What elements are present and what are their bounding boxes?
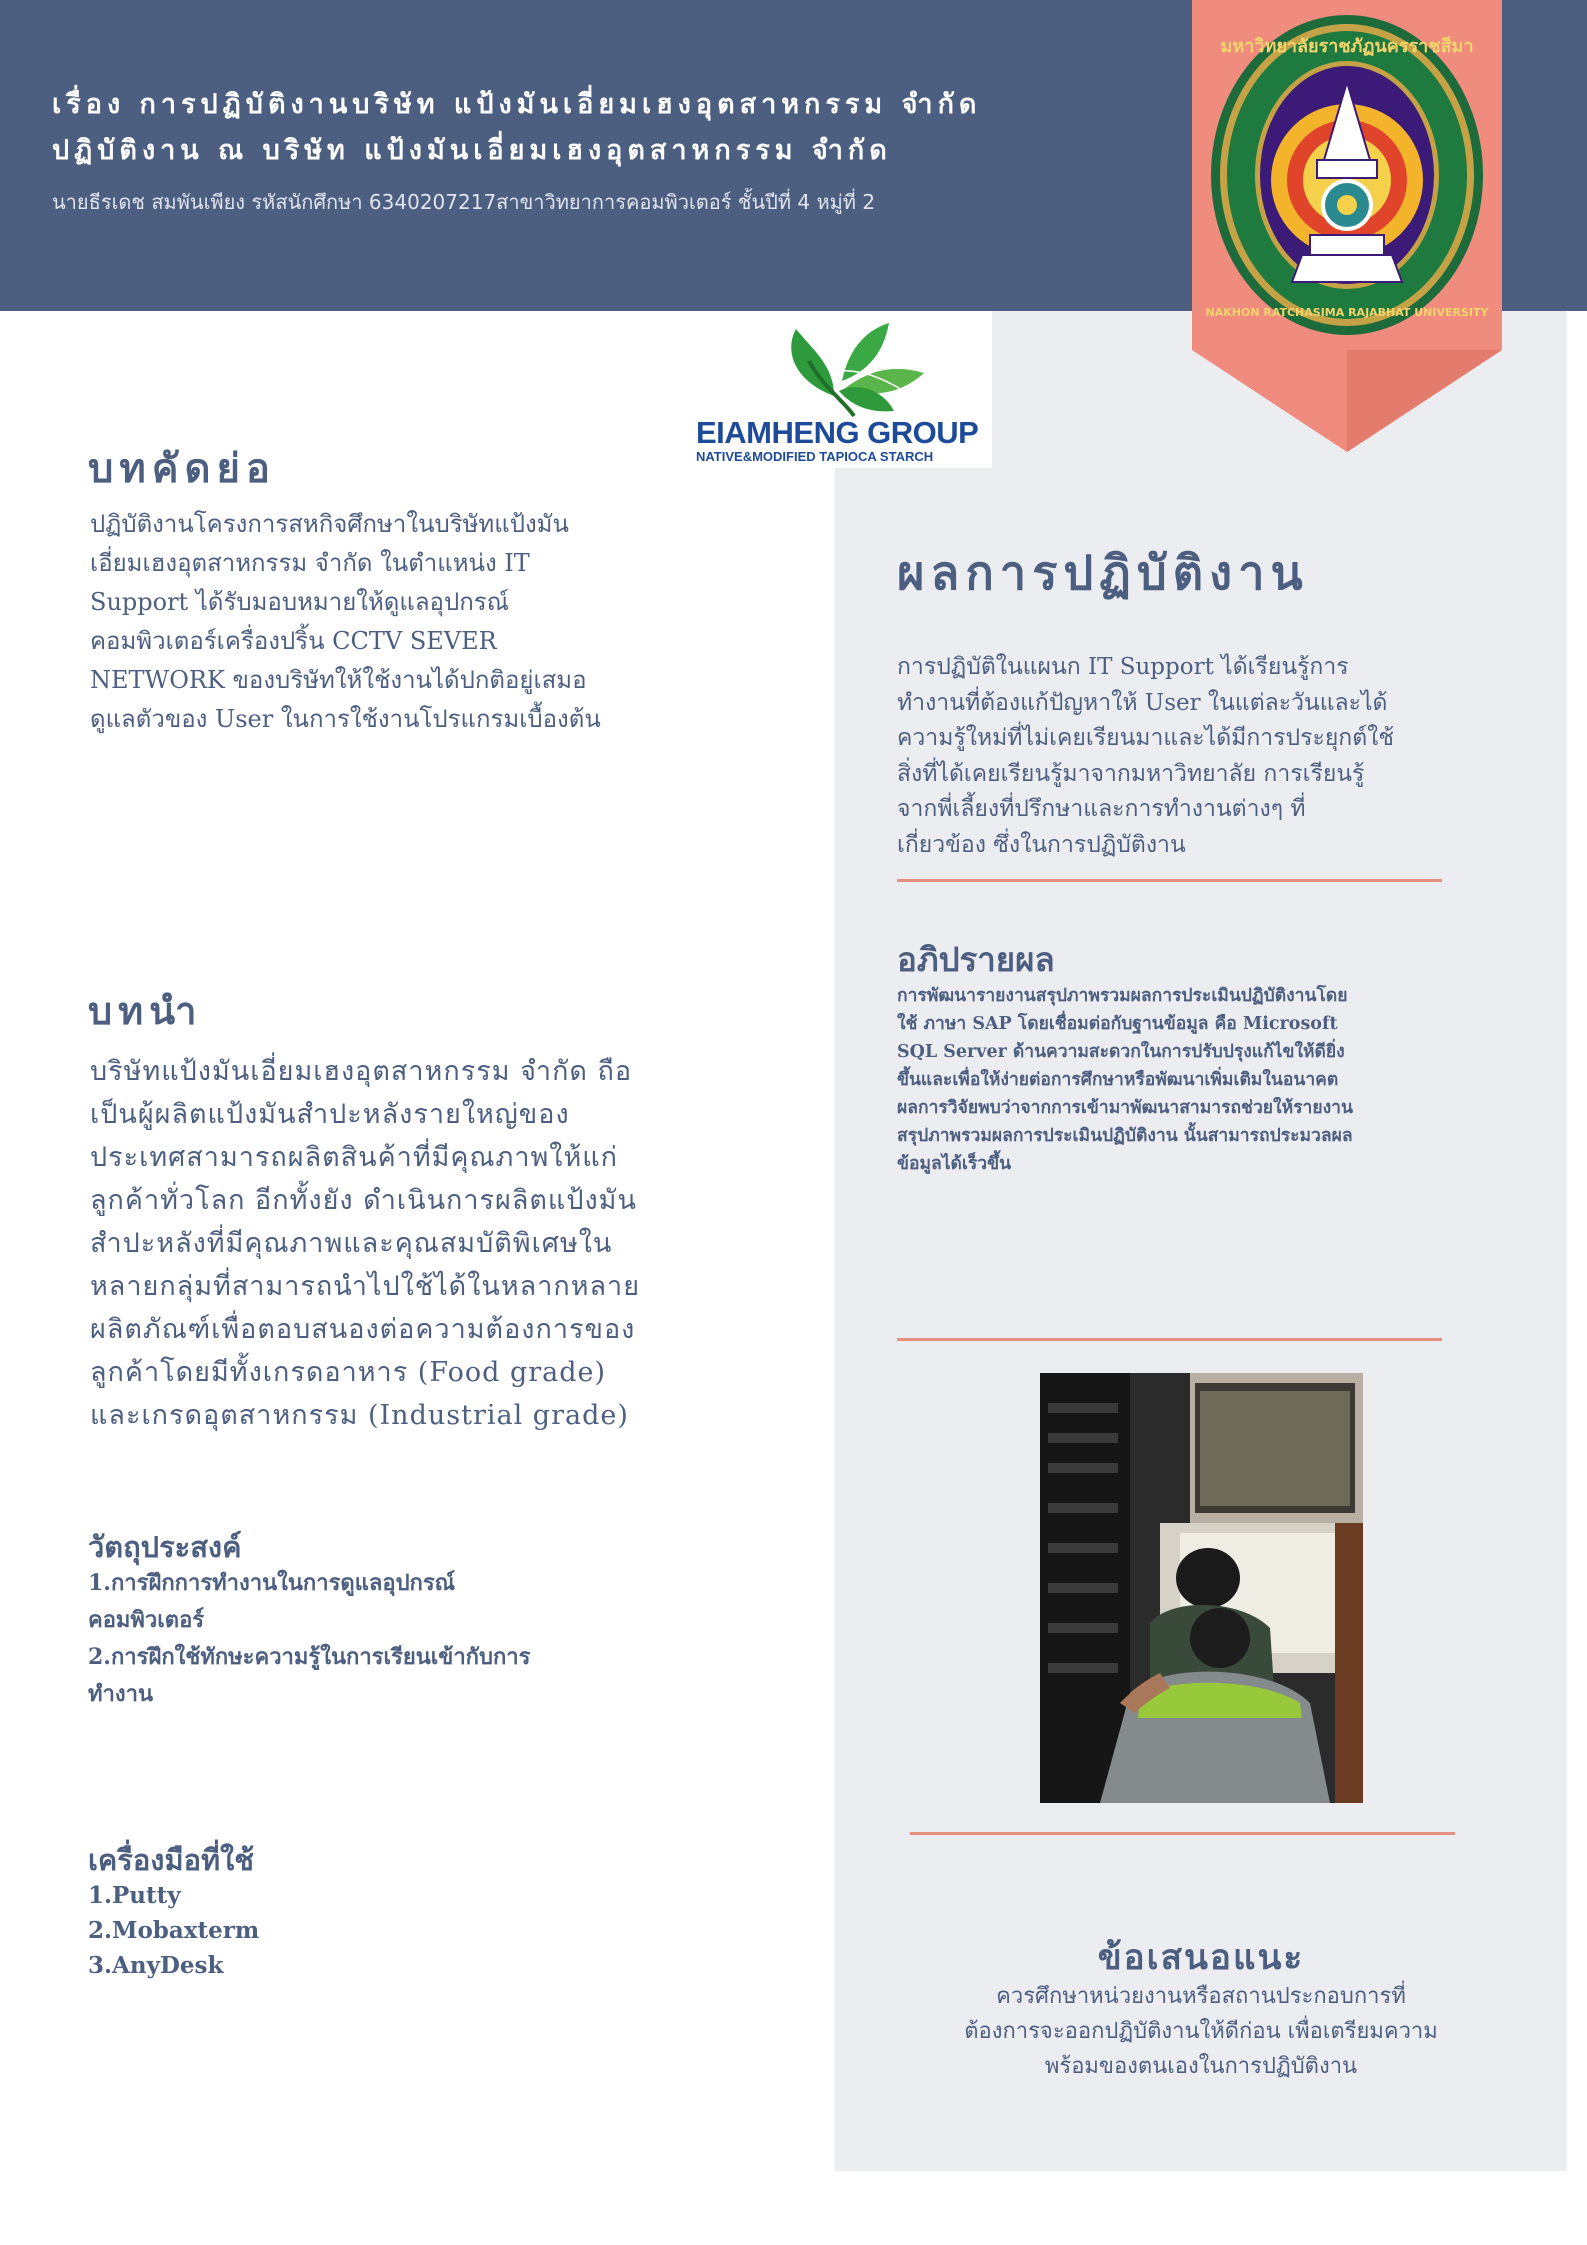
server-room-photo bbox=[1040, 1373, 1363, 1803]
company-tagline: NATIVE&MODIFIED TAPIOCA STARCH bbox=[696, 449, 934, 464]
objectives-heading: วัตถุประสงค์ bbox=[88, 1530, 242, 1564]
suggestions-body: ควรศึกษาหน่วยงานหรือสถานประกอบการที่ ต้องการจะออกปฏิบัติงานให้ดีก่อน เพื่อเตรียมความ พร้อมของตนเองในการปฏิบัติงาน bbox=[964, 1984, 1438, 2079]
tools-list bbox=[88, 1878, 259, 1983]
suggestions-heading: ข้อเสนอแนะ bbox=[1097, 1938, 1305, 1978]
introduction-heading: บทนำ bbox=[88, 989, 203, 1033]
divider bbox=[910, 1832, 1455, 1835]
abstract-body: ปฏิบัติงานโครงการสหกิจศึกษาในบริษัทแป้งมัน เอี่ยมเฮงอุตสาหกรรม จำกัด ในตำแหน่ง IT Support ได้รับมอบหมายให้ดูแลอุปกรณ์ คอมพิวเตอร์เครื่องปริ้น CCTV SEVER NETWORK ของบริษัทให้ใช้งานได้ปกติอยู่เสมอ ดูแลตัวของ User ในการใช้งานโปรแกรมเบื้องต้น bbox=[90, 510, 601, 733]
title-line-1: เรื่อง การปฏิบัติงานบริษัท แป้งมันเอี่ยมเฮงอุตสาหกรรม จำกัด bbox=[52, 89, 982, 120]
list-item: 2.Mobaxterm bbox=[88, 1917, 260, 1944]
list-item: 1.Putty bbox=[88, 1882, 181, 1909]
university-seal bbox=[1192, 0, 1502, 452]
results-heading: ผลการปฏิบัติงาน bbox=[897, 546, 1309, 601]
abstract-heading: บทคัดย่อ bbox=[88, 446, 276, 492]
university-ribbon bbox=[1192, 0, 1502, 452]
author-info: นายธีรเดช สมพันเพียง รหัสนักศึกษา 6340207217สาขาวิทยาการคอมพิวเตอร์ ชั้นปีที่ 4 หมู่ที่ 2 bbox=[52, 190, 876, 214]
divider bbox=[897, 1338, 1442, 1341]
results-body: การปฏิบัติในแผนก IT Support ได้เรียนรู้การ ทำงานที่ต้องแก้ปัญหาให้ User ในแต่ละวันและได้ ความรู้ใหม่ที่ไม่เคยเรียนมาและได้มีการประยุกต์ใช้ สิ่งที่ได้เคยเรียนรู้มาจากมหาวิทยาลัย การเรียนรู้ จากพี่เลี้ยงที่ปรึกษาและการทำงานต่างๆ ที่ เกี่ยวข้อง ซึ่งในการปฏิบัติงาน bbox=[897, 654, 1395, 858]
divider bbox=[897, 879, 1442, 882]
list-item: 3.AnyDesk bbox=[88, 1952, 224, 1979]
seal-text-bottom: NAKHON RATCHASIMA RAJABHAT UNIVERSITY bbox=[1205, 306, 1489, 319]
company-name: EIAMHENG GROUP bbox=[696, 415, 979, 450]
discussion-body: การพัฒนารายงานสรุปภาพรวมผลการประเมินปฏิบัติงานโดย ใช้ ภาษา SAP โดยเชื่อมต่อกับฐานข้อมูล คือ Microsoft SQL Server ด้านความสะดวกในการปรับปรุงแก้ไขให้ดียิ่ง ขึ้นและเพื่อให้ง่ายต่อการศึกษาหรือพัฒนาเพิ่มเติมในอนาคต ผลการวิจัยพบว่าจากการเข้ามาพัฒนาสามารถช่วยให้รายงาน สรุปภาพรวมผลการประเมินปฏิบัติงาน นั้นสามารถประมวลผล ข้อมูลได้เร็วขึ้น bbox=[897, 986, 1353, 1174]
objectives-body: 1.การฝึกการทำงานในการดูแลอุปกรณ์ คอมพิวเตอร์ 2.การฝึกใช้ทักษะความรู้ในการเรียนเข้ากับการ ทำงาน bbox=[88, 1570, 531, 1707]
introduction-body: บริษัทแป้งมันเอี่ยมเฮงอุตสาหกรรม จำกัด ถือ เป็นผู้ผลิตแป้งมันสำปะหลังรายใหญ่ของ ประเทศสามารถผลิตสินค้าที่มีคุณภาพให้แก่ ลูกค้าทั่วโลก อีกทั้งยัง ดำเนินการผลิตแป้งมัน สำปะหลังที่มีคุณภาพและคุณสมบัติพิเศษใน หลายกลุ่มที่สามารถนำไปใช้ได้ในหลากหลาย ผลิตภัณฑ์เพื่อตอบสนองต่อความต้องการของ ลูกค้าโดยมีทั้งเกรดอาหาร (Food grade) และเกรดอุตสาหกรรม (Industrial grade) bbox=[90, 1056, 641, 1431]
seal-text-top: มหาวิทยาลัยราชภัฏนครราชสีมา bbox=[1220, 36, 1474, 57]
title-line-2: ปฏิบัติงาน ณ บริษัท แป้งมันเอี่ยมเฮงอุตสาหกรรม จำกัด bbox=[52, 135, 892, 166]
company-logo bbox=[684, 311, 992, 468]
discussion-heading: อภิปรายผล bbox=[897, 940, 1055, 979]
tools-heading: เครื่องมือที่ใช้ bbox=[88, 1843, 254, 1877]
